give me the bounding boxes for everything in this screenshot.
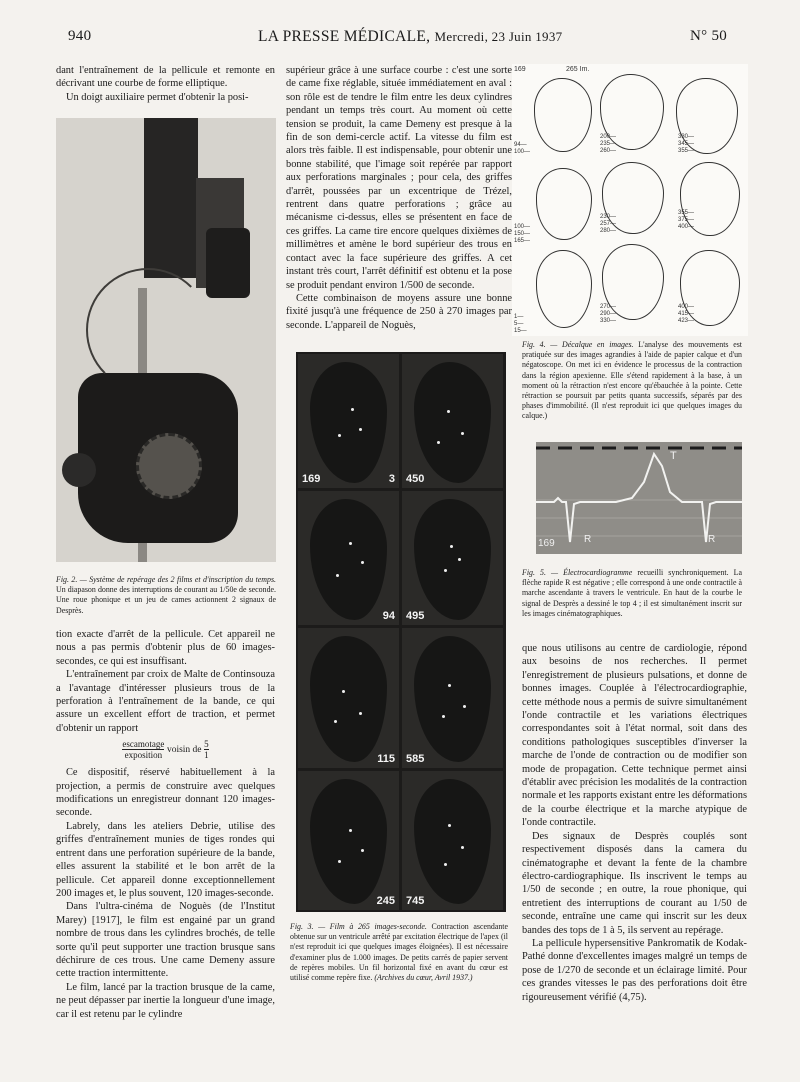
ecg-label-t: T — [670, 450, 677, 462]
figure-5-caption-text: recueilli synchroniquement. La flèche rapide R est négative ; elle correspond à une onde contractile à marche ascendante à travers le ventricule. En haut de la courbe le signal de Desprès a dessiné le top 4 ; il est simultanément inscrit sur les images cinématographiques. — [522, 568, 742, 618]
col1-para-dispositif: Ce dispositif, réservé habituellement à la projection, a permis de construire avec quelques modifications un enregistreur donnant 120 images-seconde. — [56, 767, 275, 819]
fig4-annotation: 330— 345— 355— — [678, 134, 695, 154]
col1-para-film: Le film, lancé par la traction brusque de la came, ne peut dépasser par inertie la longueur d'une image, car il est retenu par le cylindre — [56, 981, 275, 1020]
col2-para-2: Cette combinaison de moyens assure une bonne fixité jusqu'à une fréquence de 250 à 270 images par seconde. L'appareil de Noguès, — [286, 292, 512, 331]
col3-body — [522, 642, 747, 1004]
issue-number: N° 50 — [690, 28, 728, 44]
apparatus-knob — [62, 453, 96, 487]
ratio-value-num: 5 — [204, 739, 209, 750]
ecg-label-r1: R — [584, 534, 592, 545]
frame-number: 495 — [406, 610, 425, 622]
ratio-value — [204, 739, 209, 760]
figure-4-tracings — [512, 64, 748, 336]
figure-2-caption-label: Fig. 2. — Système de repérage des 2 films et d'inscription du temps. — [56, 575, 276, 584]
col1-top-text — [56, 64, 275, 104]
figure-4-caption — [522, 340, 742, 422]
ratio-denominator: exposition — [124, 750, 163, 761]
frame-number: 115 — [377, 753, 395, 765]
tracing-outline — [536, 250, 592, 328]
film-frame — [298, 628, 399, 768]
ratio-middle: voisin de — [166, 745, 202, 756]
film-frame — [298, 354, 399, 488]
apparatus-clamp — [206, 228, 250, 298]
figure-5-caption-label: Fig. 5. — Électrocardiogramme — [522, 568, 633, 577]
frame-number: 450 — [406, 473, 425, 485]
fig4-label-rate: 265 Im. — [566, 66, 590, 73]
fig4-annotation: 1— 5— 15— — [514, 314, 527, 334]
col2-top-text — [286, 64, 512, 332]
col1-body — [56, 628, 275, 1021]
figure-2-caption — [56, 575, 276, 616]
issue-date: Mercredi, 23 Juin 1937 — [434, 29, 563, 44]
frame-number: 245 — [376, 895, 395, 907]
figure-4-caption-label: Fig. 4. — Décalque en images. — [522, 340, 634, 349]
fig4-annotation: 230— 257— 280— — [600, 214, 617, 234]
fig4-annotation: 355— 375— 400— — [678, 210, 695, 230]
film-frame — [402, 491, 503, 625]
col1-para-1: dant l'entraînement de la pellicule et remonte en décrivant une courbe de forme elliptique. — [56, 65, 275, 90]
col3-para-signaux: Des signaux de Desprès couplés sont respectivement disposés dans la camera du cinématographe et devant la fente de la chambre électro-cardiographique. Ils inscrivent le temps au 1/50 de seconde ; en outre, la roue phonique, qui entretient des interruptions de courant au 1/50 de seconde, entraîne une came qui inscrit sur les deux bandes des tops de 1 à 5, ils servent au repérage. — [522, 830, 747, 936]
film-frame — [298, 491, 399, 625]
ratio-fraction — [122, 739, 164, 760]
figure-3-caption-ref: (Archives du cœur, Avril 1937.) — [374, 973, 473, 983]
figure-3-film — [296, 352, 506, 912]
apparatus-cable — [86, 268, 210, 392]
film-frame — [402, 628, 503, 768]
col2-para-1: supérieur grâce à une surface courbe : c'est une sorte de came fixe réglable, située immédiatement en aval : son rôle est de tendre le film entre les deux cylindres pendant un temps très court. Au moment où cette tension se produit, la came Demeny est presque à la fin de son demi-cercle actif. La vitesse du film est alors très faible. Il est indispensable, pour obtenir une bonne stabilité, que l'image soit repérée par rapport aux perforations marginales ; pour cela, des griffes d'arrêt, poussées par un excentrique de Trézel, rentrent dans quatre perforations ; grâce au mécanisme ci-dessus, elles se présentent en face de ces griffes. La came tire encore quelques dixièmes de millimètres et amène le bord supérieur des trous en contact avec la face supérieure des griffes. A cet instant très court, l'arrêt définitif est obtenu et la pose se produit pendant environ 1/500 de seconde. — [286, 65, 512, 291]
figure-2-photo — [56, 118, 276, 562]
film-frame — [298, 771, 399, 910]
ecg-frame-number: 169 — [538, 538, 555, 549]
fig4-annotation: 100— 150— 165— — [514, 224, 531, 244]
page-number: 940 — [68, 28, 92, 44]
figure-3-caption-text: Contraction ascendante obtenue sur un ventricule arrêté par excitation électrique de l'apex (il n'est reproduit ici que quelques images éloignées). Il est nécessaire d'examiner plus de 1.000 images. De petits carrés de papier servent de repères mobiles. Un fil horizontal fixé en avant du cœur est utilisé comme repère fixe. — [290, 922, 508, 983]
ratio-formula — [56, 739, 275, 760]
apparatus-upper-block — [144, 118, 198, 278]
figure-5-caption — [522, 568, 742, 619]
apparatus-gear — [136, 433, 202, 499]
film-frame — [402, 771, 503, 910]
tracing-outline — [536, 168, 592, 240]
ratio-numerator: escamotage — [122, 739, 165, 750]
tracing-outline — [534, 78, 592, 152]
ecg-label-r2: R — [708, 534, 716, 545]
frame-number: 585 — [406, 753, 425, 765]
col1-para-malte: L'entraînement par croix de Malte de Continsouza a l'avantage d'intéresser plusieurs trous de la perforation à l'entraînement de la bande, ce qui assure un excellent effort de traction, et permet d'obtenir un rapport — [56, 669, 275, 734]
figure-4-caption-text: L'analyse des mouvements est pratiquée sur des images agrandies à l'aide de papier calque et d'un négatoscope. On met ici en évidence le processus de la contraction dans la région apexienne. Elle s'étend rapidement à la base, à un moment où la rétraction n'est encore qu'ébauchée à la pointe. Cette rétraction se poursuit par petits quanta successifs, séparés par des phases d'immobilité. (Il n'est reproduit ici que quelques images du calque.) — [522, 340, 742, 421]
figure-5-ecg — [536, 442, 742, 554]
figure-2-caption-text: Un diapason donne des interruptions de courant au 1/50e de seconde. Une roue phonique et un jeu de cames actionnent 2 signaux de Desprès. — [56, 585, 276, 615]
journal-title — [258, 28, 562, 46]
col1-para-labrely: Labrely, dans les ateliers Debrie, utilise des griffes d'entraînement munies de tiges rondes qui entrent dans une perforation supérieure de la bande, elles assurent la stabilité et le bon arrêt de la pellicule. Cet appareil donne exceptionnellement 200 images et, le plus souvent, 120 images-seconde. — [56, 820, 275, 899]
journal-name: LA PRESSE MÉDICALE, — [258, 28, 431, 45]
film-frame — [402, 354, 503, 488]
frame-number: 745 — [406, 895, 425, 907]
col3-para-pellicule: La pellicule hypersensitive Pankromatik de Kodak-Pathé donne d'excellentes images malgré un temps de pose de 1/270 de seconde et un éclairage limité. Pour ces grandes vitesses le pas des perforations doit être rigoureusement vérifié (4,75). — [522, 937, 747, 1003]
fig4-label-frame: 169 — [514, 66, 526, 73]
fig4-annotation: 200— 235— 260— — [600, 134, 617, 154]
ratio-value-den: 1 — [204, 750, 209, 761]
fig4-annotation: 400— 415— 423— — [678, 304, 695, 324]
figure-3-caption-label: Fig. 3. — Film à 265 images-seconde. — [290, 922, 427, 931]
col1-para-after-fig: tion exacte d'arrêt de la pellicule. Cet appareil ne nous a pas permis d'obtenir plus de 60 images-secondes, ce qui est insuffisant. — [56, 629, 275, 667]
fig4-annotation: 270— 290— 330— — [600, 304, 617, 324]
frame-number-right: 3 — [388, 473, 395, 485]
col1-para-nogues: Dans l'ultra-cinéma de Noguès (de l'Institut Marey) [1917], le film est engainé par un grand nombre de trous dans les cylindres brochés, de telle sorte qu'il peut supporter une traction brusque sans déchirure de ces trous. Une came Demeny assure cette traction intermittente. — [56, 901, 275, 980]
col1-para-2: Un doigt auxiliaire permet d'obtenir la posi- — [66, 91, 249, 103]
col3-para-1: que nous utilisons au centre de cardiologie, répond aux besoins de nos recherches. Il permet l'enregistrement de plusieurs pulsations, et donne de bonnes images. Couplée à l'électrocardiographie, cette méthode nous a permis de suivre simultanément l'onde contractile et les variations électriques correspondantes soit à l'état normal, soit dans des conditions pathologiques susceptibles d'inverser la marche de l'onde de contraction ou de modifier son mode de propagation. Cette technique permet ainsi d'établir avec précision les modalités de la contraction normale et les rapports existant entre les déformations de la courbe électrique et la marche atypique de l'onde contractile. — [522, 643, 747, 829]
figure-3-caption — [290, 922, 508, 983]
fig4-annotation: 94— 100— — [514, 142, 531, 155]
frame-number: 94 — [382, 610, 395, 622]
frame-number-left: 169 — [302, 473, 321, 485]
